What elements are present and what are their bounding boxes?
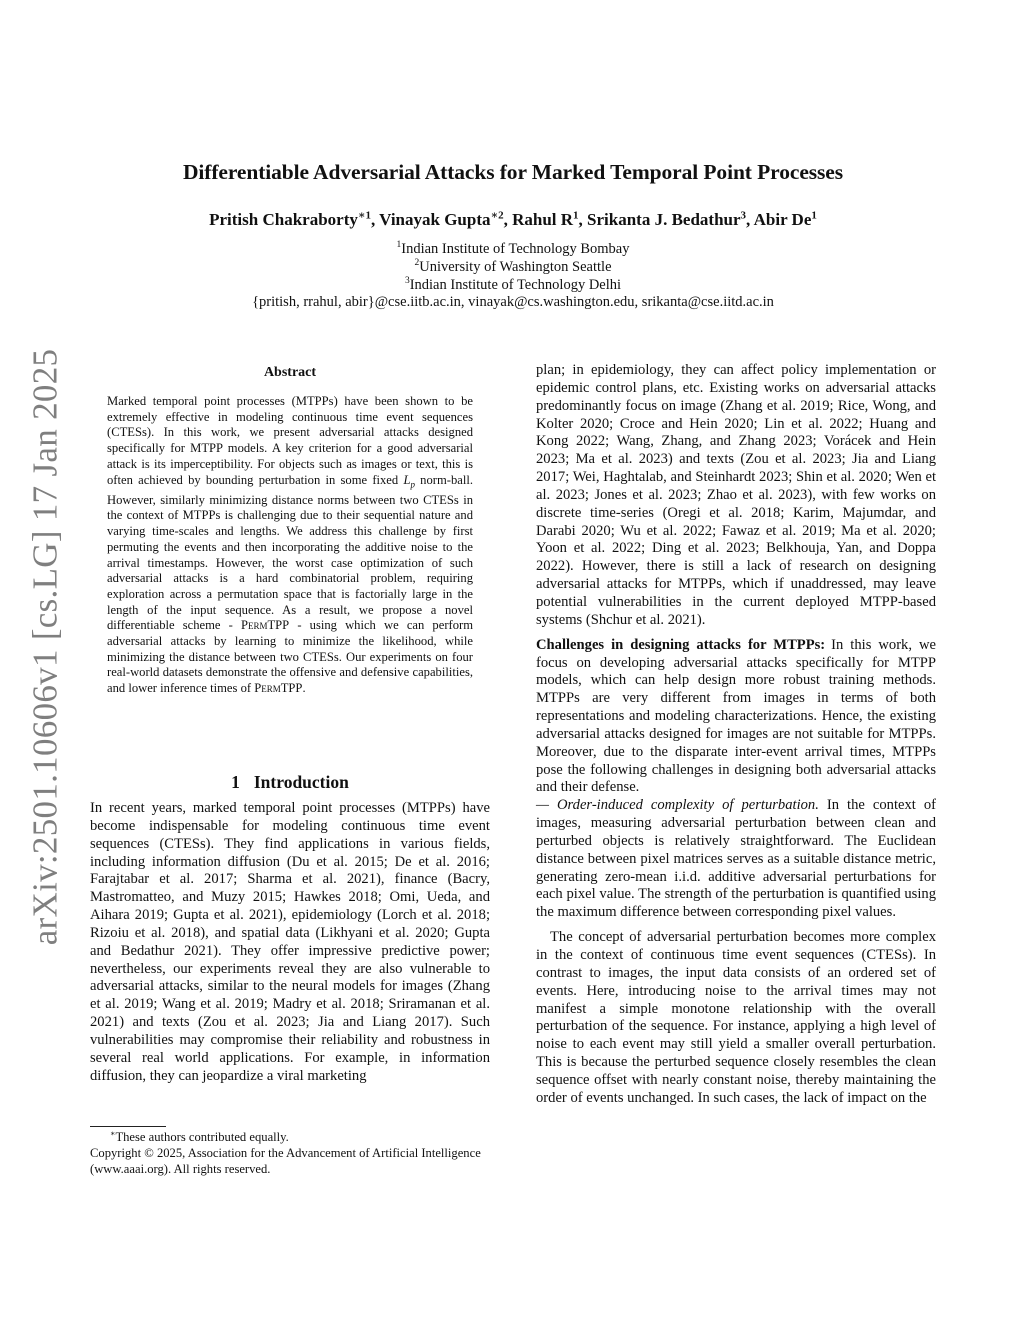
- paragraph: — Order-induced complexity of perturbation. In the context of images, measuring adversarial perturbation between clean and perturbed objects is relatively straightforward. The Euclidean distance between pixel matrices serves as a suitable distance metric, generating zero-mean i.i.d. additive adversarial perturbations for each pixel value. The strength of the perturbation is quantified using the maximum difference between corresponding pixel values.: [536, 797, 936, 921]
- paragraph: Challenges in designing attacks for MTPPs: In this work, we focus on developing adversarial attacks specifically for MTPP models, which can help design more robust training methods. MTPPs are very different from images in terms of both representations and modeling characterizations. Hence, the existing adversarial attacks designed for images are not suitable for MTPPs. Moreover, due to the disparate inter-event arrival times, MTPPs pose the following challenges in designing both adversarial attacks and their defense.: [536, 636, 936, 796]
- author-list: [90, 210, 936, 230]
- arxiv-stamp-text: arXiv:2501.10606v1 [cs.LG] 17 Jan 2025: [25, 348, 64, 946]
- footnote: [90, 1130, 490, 1177]
- introduction-text: In recent years, marked temporal point processes (MTPPs) have become indispensable for modeling continuous time event sequences (CTESs). They find applications in various fields, including information diffusion (Du et al. 2015; De et al. 2016; Farajtabar et al. 2017; Sharma et al. 2021), finance (Bacry, Mastromatteo, and Muzy 2015; Hawkes 2018; Omi, Ueda, and Aihara 2019; Gupta et al. 2021), epidemiology (Lorch et al. 2018; Rizoiu et al. 2018), and spatial data (Likhyani et al. 2020; Gupta and Bedathur 2021). They offer impressive predictive power; nevertheless, our experiments reveal they are also vulnerable to adversarial attacks, similar to the neural models for images (Zhang et al. 2019; Wang et al. 2019; Madry et al. 2018; Sriramanan et al. 2021) and texts (Zou et al. 2023; Jia and Liang 2017). Such vulnerabilities may compromise their reliability and robustness in several real world applications. For example, in information diffusion, they can jeopardize a viral marketing: [90, 800, 490, 1084]
- copyright-notice: Copyright © 2025, Association for the Advancement of Artificial Intelligence (www.aaai.org). All rights reserved.: [90, 1145, 481, 1176]
- affiliation: $^2$University of Washington Seattle: [414, 258, 612, 275]
- lp-norm-symbol: $L_p$: [403, 472, 415, 490]
- affiliation: $^1$Indian Institute of Technology Bombay: [396, 240, 630, 257]
- author: Rahul $R^1$,: [512, 209, 588, 229]
- method-name: PermTPP: [240, 618, 290, 633]
- affiliation: $^3$Indian Institute of Technology Delhi: [404, 276, 622, 293]
- method-name: PermTPP: [254, 681, 303, 696]
- right-column: [536, 362, 936, 1108]
- abstract-text: Marked temporal point processes (MTPPs) have been shown to be extremely effective in modeling continuous time event sequences (CTESs). In this work, we present adversarial attacks designed specifically for MTPP models. A key criterion for a good adversarial attack is its imperceptibility. For objects such as images or text, this is often achieved by bounding perturbation in some fixed $L_p$ norm-ball. However, similarly minimizing distance norms between two CTESs in the context of MTPPs is challenging due to their sequential nature and varying time-scales and lengths. We address this challenge by first permuting the events and then incorporating the additive noise to the arrival timestamps. However, the worst case optimization of such adversarial attacks is a hard combinatorial problem, requiring exploration across a permutation space that is factorially large in the length of the input sequence. As a result, we propose a novel differentiable scheme - PermTPP - using which we can perform adversarial attacks by learning to minimize the likelihood, while minimizing the distance between two CTESs. Our experiments on four real-world datasets demonstrate the offensive and defensive capabilities, and lower inference times of PermTPP.: [107, 394, 473, 696]
- run-in-heading: — Order-induced complexity of perturbation.: [536, 797, 819, 814]
- paragraph: plan; in epidemiology, they can affect policy implementation or epidemic control plans, etc. Existing works on adversarial attacks predominantly focus on image (Zhang et al. 2019; Rice, Wong, and Kolter 2020; Croce and Hein 2020; Lin et al. 2022; Huang and Kong 2022; Wang, Zhang, and Zhang 2023; Vorácek and Hein 2023; Ma et al. 2023) and texts (Zou et al. 2023; Jia and Liang 2017; Wei, Haghtalab, and Steinhardt 2023; Shin et al. 2020; Wen et al. 2023; Jones et al. 2023; Zhao et al. 2023), with few works on discrete time-series (Oregi et al. 2018; Karim, Majumdar, and Darabi 2020; Wu et al. 2022; Fawaz et al. 2019; Ma et al. 2020; Yoon et al. 2022; Ding et al. 2023; Belkhouja, Yan, and Doppa 2022). However, there is still a lack of research on designing adversarial attacks for MTPPs, which if unaddressed, may leave potential vulnerabilities in the current deployed MTPP-based systems (Shchur et al. 2021).: [536, 362, 936, 628]
- arxiv-identifier-stamp: [20, 348, 70, 946]
- footnote-divider: [90, 1126, 166, 1127]
- equal-contribution-note: ∗These authors contributed equally.: [110, 1128, 289, 1144]
- paper-title: Differentiable Adversarial Attacks for Marked Temporal Point Processes: [182, 160, 843, 184]
- author: Srikanta J. Bedathur$^3$,: [587, 209, 754, 229]
- paragraph: The concept of adversarial perturbation becomes more complex in the context of continuous time event sequences (CTESs). In contrast to images, the input data consists of an ordered set of events. Here, introducing noise to the arrival times may not manifest a simple monotone relationship with the overall perturbation of the sequence. For instance, applying a high level of noise to each event may still yield a smaller overall perturbation. This is because the perturbed sequence closely resembles the clean sequence offset with nearly constant noise, thereby maintaining the order of events unchanged. In such cases, the lack of impact on the: [536, 929, 936, 1106]
- abstract-heading: Abstract: [263, 365, 317, 380]
- run-in-heading: Challenges in designing attacks for MTPPs:: [536, 636, 826, 653]
- author: Vinayak Gupta$^{∗2}$,: [379, 209, 513, 229]
- author: Pritish Chakraborty$^{∗1}$,: [209, 209, 380, 229]
- section-heading-introduction: 1 Introduction: [231, 772, 349, 792]
- author: Abir De$^1$: [753, 209, 817, 229]
- author-emails: {pritish, rrahul, abir}@cse.iitb.ac.in, vinayak@cs.washington.edu, srikanta@cse.iitd.ac.in: [252, 294, 774, 310]
